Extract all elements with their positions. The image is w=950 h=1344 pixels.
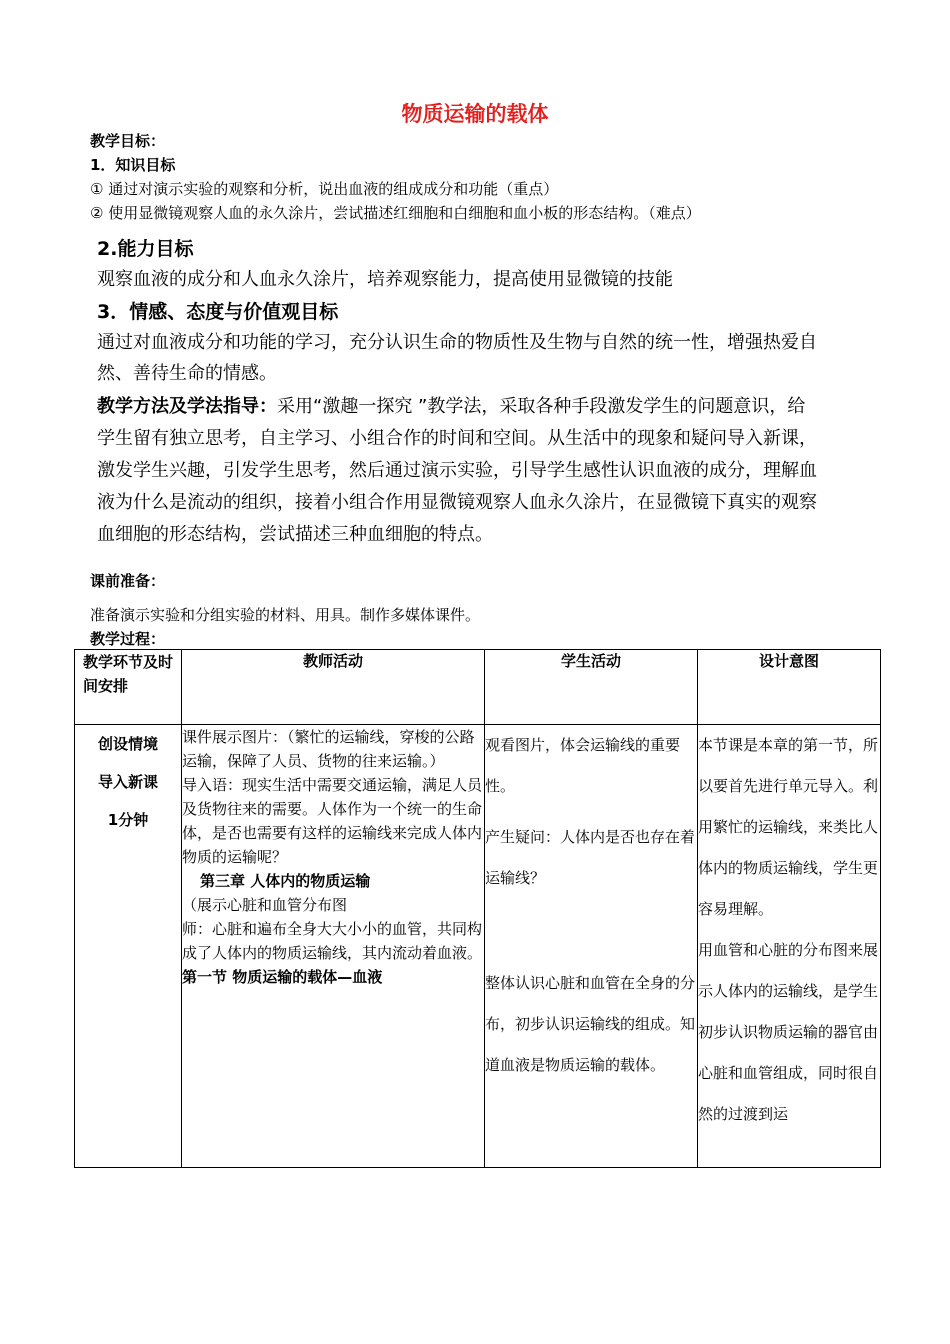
design-intent-cell	[698, 725, 881, 1168]
preparation-text: 准备演示实验和分组实验的材料、用具。制作多媒体课件。	[90, 606, 481, 624]
teacher-text-5: 师：心脏和遍布全身大大小小的血管，共同构成了人体内的物质运输线，其内流动着血液。	[182, 920, 483, 962]
chapter-title: 第三章 人体内的物质运输	[200, 872, 371, 890]
stage-name-2: 导入新课	[97, 773, 158, 791]
stage-cell	[75, 725, 182, 1168]
method-line-3: 激发学生兴趣，引发学生思考，然后通过演示实验，引导学生感性认识血液的成分，理解血	[97, 460, 817, 481]
header-teacher: 教师活动	[182, 650, 485, 725]
header-student: 学生活动	[485, 650, 698, 725]
ability-heading: 2.能力目标	[97, 238, 194, 260]
method-line-1	[97, 392, 805, 418]
knowledge-heading: 1．知识目标	[90, 156, 176, 174]
student-text-2: 产生疑问：人体内是否也存在着运输线？	[485, 828, 696, 887]
method-line-2: 学生留有独立思考，自主学习、小组合作的时间和空间。从生活中的现象和疑问导入新课，	[97, 428, 817, 449]
section-title: 第一节 物质运输的载体—血液	[182, 968, 383, 986]
method-line-4: 液为什么是流动的组织，接着小组合作用显微镜观察人血永久涂片，在显微镜下真实的观察	[97, 492, 817, 513]
header-stage: 教学环节及时间安排	[75, 650, 182, 725]
header-intent: 设计意图	[698, 650, 881, 725]
teacher-text-2: 导入语：现实生活中需要交通运输，满足人员及货物往来的需要。人体作为一个统一的生命体，是否也需要有这样的运输线来完成人体内物质的运输呢？	[182, 776, 483, 866]
emotion-text-line-1: 通过对血液成分和功能的学习，充分认识生命的物质性及生物与自然的统一性，增强热爱自	[97, 332, 817, 353]
emotion-heading: 3．情感、态度与价值观目标	[97, 301, 339, 323]
knowledge-item-2: ② 使用显微镜观察人血的永久涂片，尝试描述红细胞和白细胞和血小板的形态结构。（难点）	[90, 204, 701, 222]
intent-text-1: 本节课是本章的第一节，所以要首先进行单元导入。利用繁忙的运输线，来类比人体内的物质运输线，学生更容易理解。	[698, 736, 879, 918]
process-table	[74, 649, 881, 1168]
teacher-text-1: 课件展示图片：（繁忙的运输线，穿梭的公路运输，保障了人员、货物的往来运输。）	[182, 728, 475, 770]
method-label: 教学方法及学法指导：	[97, 396, 277, 417]
method-text-1: 采用“激趣一探究 ”教学法，采取各种手段激发学生的问题意识，给	[277, 396, 806, 417]
method-line-5: 血细胞的形态结构，尝试描述三种血细胞的特点。	[97, 524, 493, 545]
student-text-3: 整体认识心脏和血管在全身的分布，初步认识运输线的组成。知道血液是物质运输的载体。	[485, 974, 696, 1074]
page-title: 物质运输的载体	[401, 101, 549, 126]
intent-text-2: 用血管和心脏的分布图来展示人体内的运输线，是学生初步认识物质运输的器官由心脏和血管组成，同时很自然的过渡到运	[698, 941, 879, 1123]
objectives-heading: 教学目标：	[90, 132, 166, 150]
process-heading: 教学过程：	[90, 630, 166, 648]
teacher-text-4: （展示心脏和血管分布图	[182, 896, 348, 914]
teacher-activity-cell	[182, 725, 485, 1168]
ability-text: 观察血液的成分和人血永久涂片，培养观察能力，提高使用显微镜的技能	[97, 269, 673, 290]
student-text-1: 观看图片，体会运输线的重要性。	[485, 736, 681, 795]
preparation-heading: 课前准备：	[90, 572, 166, 590]
table-header-row	[75, 650, 881, 725]
student-activity-cell	[485, 725, 698, 1168]
knowledge-item-1: ① 通过对演示实验的观察和分析，说出血液的组成成分和功能（重点）	[90, 180, 559, 198]
stage-time: 1分钟	[107, 811, 149, 829]
table-row	[75, 725, 881, 1168]
emotion-text-line-2: 然、善待生命的情感。	[97, 363, 277, 384]
stage-name-1: 创设情境	[97, 735, 158, 753]
